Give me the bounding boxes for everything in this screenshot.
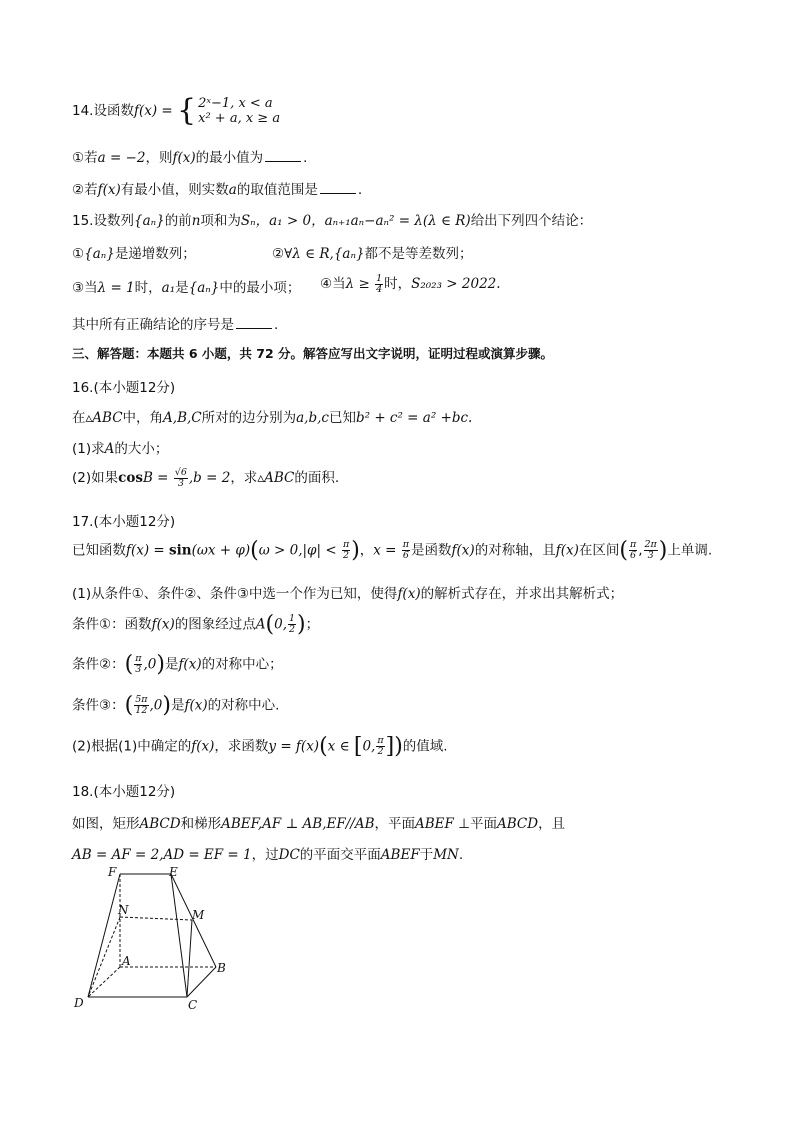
q16-stem: 在▵ABC中，角A,B,C所对的边分别为a,b,c已知b² + c² = a² +bc. bbox=[72, 410, 473, 426]
q18-stem-line-1: 如图，矩形ABCD和梯形ABEF,AF ⊥ AB,EF//AB，平面ABEF ⊥平面ABCD，且 bbox=[72, 816, 566, 832]
q15-conclusion-2: ②∀λ ∈ R,{aₙ}都不是等差数列； bbox=[272, 246, 473, 262]
label-N: N bbox=[118, 903, 129, 917]
q16-part-1: (1)求A的大小； bbox=[72, 441, 169, 457]
answer-blank bbox=[236, 316, 272, 329]
edge-ND-hidden bbox=[88, 917, 120, 997]
q15-conclusion-4: ④当λ ≥ $\frac{1}{4}$ 时，S₂₀₂₃ > 2022. bbox=[320, 272, 501, 295]
q17-part-2: (2)根据(1)中确定的f(x)，求函数y = f(x)(x ∈ [0, $\frac{\pi}{2}$ ])的值域. bbox=[72, 734, 448, 759]
q17-condition-2: 条件②：( $\frac{\pi}{3}$ ,0)是f(x)的对称中心； bbox=[72, 652, 283, 677]
q14-part-1: ①若a = −2，则f(x)的最小值为 . bbox=[72, 150, 308, 166]
label-A: A bbox=[122, 954, 131, 968]
q15-conclusion-3: ③当λ = 1时，a₁是{aₙ}中的最小项； bbox=[72, 280, 301, 296]
label-F: F bbox=[108, 865, 117, 879]
edge-EC bbox=[171, 874, 187, 997]
q17-part-1: (1)从条件①、条件②、条件③中选一个作为已知，使得f(x)的解析式存在，并求出其解析式； bbox=[72, 586, 624, 602]
q18-geometry-figure bbox=[70, 862, 240, 1012]
edge-AD-hidden bbox=[88, 967, 120, 997]
edge-FD bbox=[88, 874, 120, 997]
edge-NM-hidden bbox=[120, 917, 192, 920]
q15-conclusion-1: ①{aₙ}是递增数列； bbox=[72, 246, 196, 262]
label-E: E bbox=[169, 865, 178, 879]
q17-condition-3: 条件③：( $\frac{5\pi}{12}$ ,0)是f(x)的对称中心. bbox=[72, 693, 280, 718]
label-D: D bbox=[74, 996, 84, 1010]
q17-stem: 已知函数f(x) = sin(ωx + φ)(ω > 0,|φ| < $\frac{\pi}{2}$ )，x = $\frac{\pi}{6}$ 是函数f(x)的对称轴，且f(x)在区间( $\frac{\pi}{6}$ , $\frac{2\pi}{3}$ )上单调. bbox=[72, 538, 713, 563]
section-3-heading: 三、解答题：本题共 6 小题，共 72 分。解答应写出文字说明，证明过程或演算步骤。 bbox=[72, 346, 554, 361]
answer-blank bbox=[320, 181, 356, 194]
edge-CB bbox=[187, 967, 216, 997]
q17-head: 17.(本小题12分) bbox=[72, 514, 176, 530]
q14-case-2: x² + a, x ≥ a bbox=[198, 111, 281, 126]
q17-condition-1: 条件①：函数f(x)的图象经过点A(0, $\frac{1}{2}$ )； bbox=[72, 612, 320, 637]
q15-ask: 其中所有正确结论的序号是 . bbox=[72, 317, 279, 333]
q16-part-2: (2)如果cosB = $\frac{√6}{3}$ ,b = 2，求▵ABC的面积. bbox=[72, 466, 340, 489]
q14-case-1: 2ˣ−1, x < a bbox=[198, 96, 273, 111]
label-C: C bbox=[188, 998, 198, 1012]
q14-part-2: ②若f(x)有最小值，则实数a的取值范围是 . bbox=[72, 182, 363, 198]
label-M: M bbox=[192, 908, 205, 922]
edge-MC bbox=[187, 920, 192, 997]
q15-stem: 15.设数列{aₙ}的前n项和为Sₙ，a₁ > 0，aₙ₊₁aₙ−aₙ² = λ(λ ∈ R)给出下列四个结论： bbox=[72, 213, 593, 229]
q16-head: 16.(本小题12分) bbox=[72, 380, 176, 396]
q14-stem: 14.设函数f(x) = { 2ˣ−1, x < a x² + a, x ≥ a bbox=[72, 93, 281, 128]
q18-stem-line-2: AB = AF = 2,AD = EF = 1，过DC的平面交平面ABEF于MN. bbox=[72, 847, 464, 863]
answer-blank bbox=[265, 149, 301, 162]
label-B: B bbox=[217, 961, 226, 975]
q18-head: 18.(本小题12分) bbox=[72, 784, 176, 800]
